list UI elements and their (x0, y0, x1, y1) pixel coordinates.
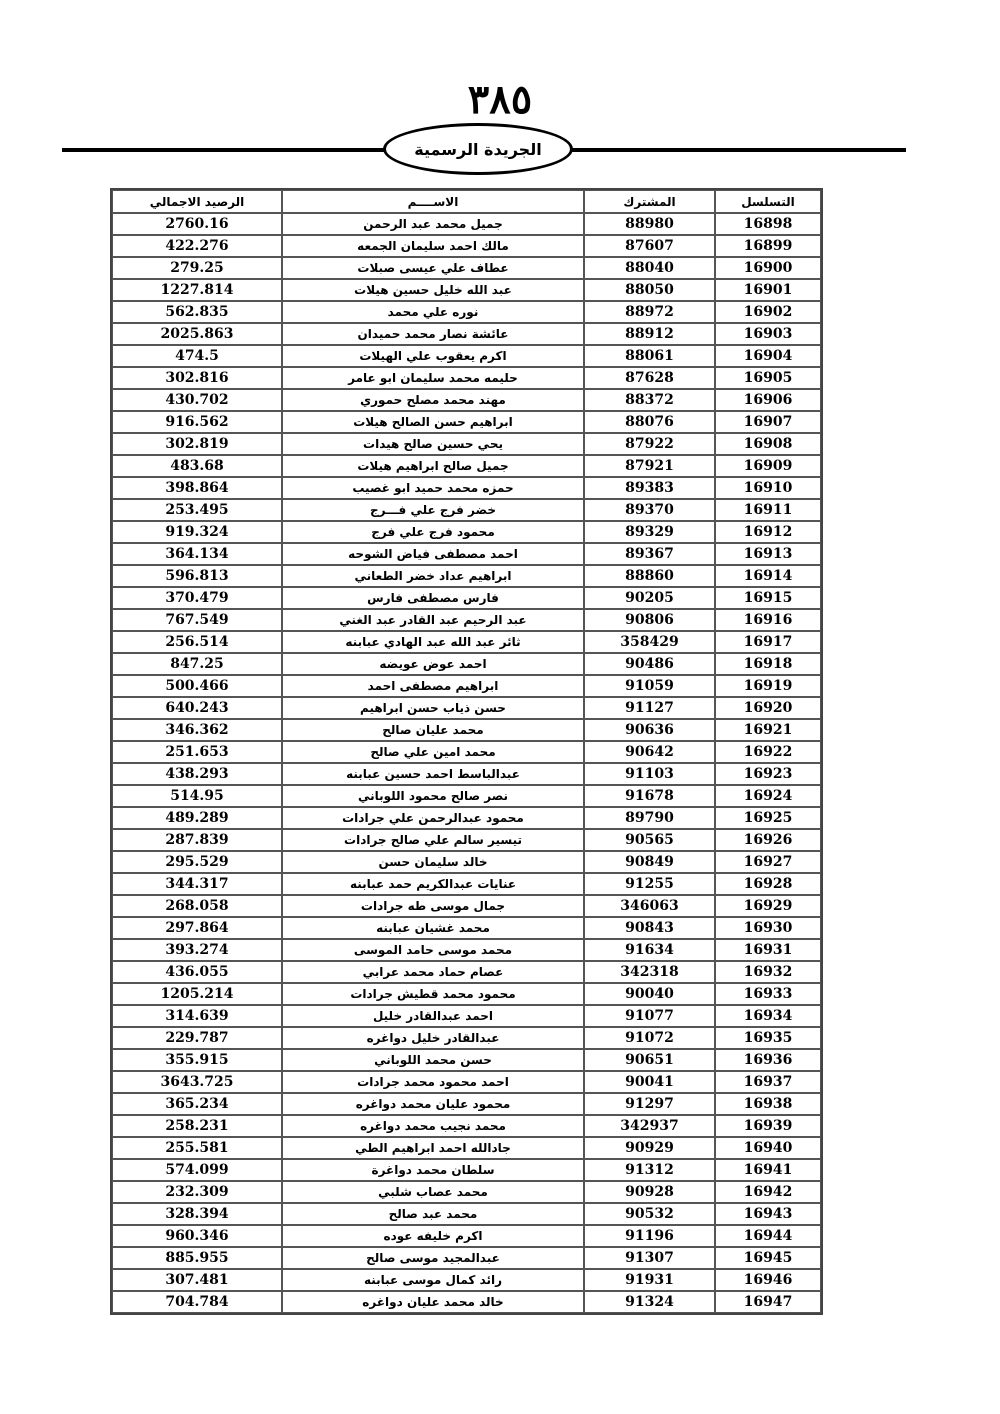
cell-subscriber: 342318 (584, 961, 715, 983)
cell-serial: 16923 (715, 763, 821, 785)
cell-name: جمال موسى طه جرادات (282, 895, 584, 917)
cell-balance: 596.813 (112, 565, 282, 587)
cell-name: تيسير سالم علي صالح جرادات (282, 829, 584, 851)
table-row (112, 411, 821, 433)
table-row (112, 1269, 821, 1291)
cell-balance: 500.466 (112, 675, 282, 697)
cell-subscriber: 89329 (584, 521, 715, 543)
cell-subscriber: 90565 (584, 829, 715, 851)
cell-subscriber: 91077 (584, 1005, 715, 1027)
table-row (112, 873, 821, 895)
cell-serial: 16932 (715, 961, 821, 983)
cell-name: اكرم يعقوب علي الهيلات (282, 345, 584, 367)
cell-subscriber: 91059 (584, 675, 715, 697)
cell-balance: 268.058 (112, 895, 282, 917)
cell-subscriber: 91297 (584, 1093, 715, 1115)
cell-subscriber: 90806 (584, 609, 715, 631)
table-row (112, 763, 821, 785)
cell-serial: 16937 (715, 1071, 821, 1093)
cell-subscriber: 89790 (584, 807, 715, 829)
cell-balance: 489.289 (112, 807, 282, 829)
cell-balance: 302.819 (112, 433, 282, 455)
table-row (112, 609, 821, 631)
cell-subscriber: 358429 (584, 631, 715, 653)
cell-serial: 16899 (715, 235, 821, 257)
cell-balance: 365.234 (112, 1093, 282, 1115)
cell-subscriber: 87921 (584, 455, 715, 477)
header-rule-left (62, 148, 388, 152)
cell-subscriber: 90040 (584, 983, 715, 1005)
cell-serial: 16934 (715, 1005, 821, 1027)
cell-serial: 16940 (715, 1137, 821, 1159)
cell-serial: 16904 (715, 345, 821, 367)
cell-name: احمد عوض عويضه (282, 653, 584, 675)
cell-subscriber: 87607 (584, 235, 715, 257)
cell-name: محمد عليان صالح (282, 719, 584, 741)
cell-balance: 346.362 (112, 719, 282, 741)
cell-serial: 16943 (715, 1203, 821, 1225)
table-row (112, 851, 821, 873)
cell-serial: 16924 (715, 785, 821, 807)
cell-subscriber: 91312 (584, 1159, 715, 1181)
table-row (112, 235, 821, 257)
table-row (112, 279, 821, 301)
cell-name: جادالله احمد ابراهيم الطي (282, 1137, 584, 1159)
cell-name: عبدالباسط احمد حسين عبابنه (282, 763, 584, 785)
cell-balance: 474.5 (112, 345, 282, 367)
table-row (112, 1159, 821, 1181)
table-row (112, 257, 821, 279)
cell-subscriber: 87628 (584, 367, 715, 389)
cell-balance: 232.309 (112, 1181, 282, 1203)
cell-balance: 438.293 (112, 763, 282, 785)
table-row (112, 345, 821, 367)
table-row (112, 1071, 821, 1093)
cell-balance: 255.581 (112, 1137, 282, 1159)
cell-name: نوره علي محمد (282, 301, 584, 323)
cell-name: جميل صالح ابراهيم هيلات (282, 455, 584, 477)
table-row (112, 741, 821, 763)
cell-serial: 16929 (715, 895, 821, 917)
cell-serial: 16945 (715, 1247, 821, 1269)
cell-balance: 1227.814 (112, 279, 282, 301)
cell-balance: 314.639 (112, 1005, 282, 1027)
cell-serial: 16928 (715, 873, 821, 895)
cell-serial: 16918 (715, 653, 821, 675)
cell-name: ثائر عبد الله عبد الهادي عبابنه (282, 631, 584, 653)
table-row (112, 719, 821, 741)
cell-balance: 256.514 (112, 631, 282, 653)
table-row (112, 983, 821, 1005)
cell-subscriber: 342937 (584, 1115, 715, 1137)
table-row (112, 829, 821, 851)
cell-subscriber: 91307 (584, 1247, 715, 1269)
cell-subscriber: 90929 (584, 1137, 715, 1159)
table-row (112, 1247, 821, 1269)
cell-serial: 16939 (715, 1115, 821, 1137)
cell-balance: 279.25 (112, 257, 282, 279)
table-header-row (112, 190, 821, 213)
cell-balance: 2025.863 (112, 323, 282, 345)
cell-serial: 16927 (715, 851, 821, 873)
cell-subscriber: 91127 (584, 697, 715, 719)
cell-balance: 3643.725 (112, 1071, 282, 1093)
table-row (112, 367, 821, 389)
cell-name: حليمه محمد سليمان ابو عامر (282, 367, 584, 389)
table-row (112, 1027, 821, 1049)
cell-serial: 16907 (715, 411, 821, 433)
table-row (112, 675, 821, 697)
cell-subscriber: 90928 (584, 1181, 715, 1203)
cell-name: عبد الرحيم عبد القادر عبد الغني (282, 609, 584, 631)
cell-serial: 16921 (715, 719, 821, 741)
cell-serial: 16914 (715, 565, 821, 587)
cell-subscriber: 89383 (584, 477, 715, 499)
cell-balance: 251.653 (112, 741, 282, 763)
cell-name: محمد عصاب شلبي (282, 1181, 584, 1203)
cell-serial: 16910 (715, 477, 821, 499)
cell-balance: 328.394 (112, 1203, 282, 1225)
cell-balance: 229.787 (112, 1027, 282, 1049)
cell-name: جميل محمد عبد الرحمن (282, 213, 584, 235)
cell-name: ابراهيم عداد خضر الطعاني (282, 565, 584, 587)
cell-name: محمد امين علي صالح (282, 741, 584, 763)
cell-name: احمد مصطفى فياض الشوحه (282, 543, 584, 565)
table-row (112, 939, 821, 961)
cell-name: محمد نجيب محمد دواغره (282, 1115, 584, 1137)
cell-balance: 574.099 (112, 1159, 282, 1181)
cell-serial: 16916 (715, 609, 821, 631)
cell-subscriber: 88972 (584, 301, 715, 323)
cell-balance: 483.68 (112, 455, 282, 477)
gazette-title: الجريدة الرسمية (414, 139, 542, 159)
cell-name: محمد غشيان عبابنه (282, 917, 584, 939)
cell-balance: 767.549 (112, 609, 282, 631)
cell-serial: 16906 (715, 389, 821, 411)
cell-name: محمد موسى حامد الموسى (282, 939, 584, 961)
cell-subscriber: 91634 (584, 939, 715, 961)
cell-serial: 16941 (715, 1159, 821, 1181)
cell-balance: 960.346 (112, 1225, 282, 1247)
cell-subscriber: 89367 (584, 543, 715, 565)
cell-subscriber: 346063 (584, 895, 715, 917)
cell-balance: 287.839 (112, 829, 282, 851)
cell-name: مهند محمد مصلح حموري (282, 389, 584, 411)
cell-serial: 16944 (715, 1225, 821, 1247)
table-row (112, 521, 821, 543)
cell-serial: 16900 (715, 257, 821, 279)
cell-serial: 16901 (715, 279, 821, 301)
table-row (112, 213, 821, 235)
table-row (112, 587, 821, 609)
cell-subscriber: 91072 (584, 1027, 715, 1049)
cell-serial: 16908 (715, 433, 821, 455)
table-row (112, 323, 821, 345)
table-row (112, 1225, 821, 1247)
table-row (112, 895, 821, 917)
cell-serial: 16898 (715, 213, 821, 235)
cell-serial: 16936 (715, 1049, 821, 1071)
cell-subscriber: 90651 (584, 1049, 715, 1071)
cell-name: يحي حسين صالح هيدات (282, 433, 584, 455)
cell-subscriber: 90636 (584, 719, 715, 741)
cell-subscriber: 90849 (584, 851, 715, 873)
table-row (112, 389, 821, 411)
cell-name: محمود عبدالرحمن علي جرادات (282, 807, 584, 829)
cell-balance: 885.955 (112, 1247, 282, 1269)
cell-name: حسن ذياب حسن ابراهيم (282, 697, 584, 719)
cell-serial: 16922 (715, 741, 821, 763)
table-row (112, 543, 821, 565)
table-row (112, 697, 821, 719)
cell-name: محمد عبد صالح (282, 1203, 584, 1225)
cell-subscriber: 90205 (584, 587, 715, 609)
cell-serial: 16905 (715, 367, 821, 389)
column-header-subscriber: المشترك (584, 190, 715, 213)
cell-name: عصام حماد محمد عرابي (282, 961, 584, 983)
cell-balance: 344.317 (112, 873, 282, 895)
cell-balance: 364.134 (112, 543, 282, 565)
table-row (112, 631, 821, 653)
cell-serial: 16917 (715, 631, 821, 653)
cell-name: محمود فرج علي فرج (282, 521, 584, 543)
cell-balance: 562.835 (112, 301, 282, 323)
cell-serial: 16920 (715, 697, 821, 719)
cell-name: عنايات عبدالكريم حمد عبابنه (282, 873, 584, 895)
cell-serial: 16913 (715, 543, 821, 565)
cell-balance: 704.784 (112, 1291, 282, 1313)
cell-balance: 2760.16 (112, 213, 282, 235)
cell-serial: 16946 (715, 1269, 821, 1291)
cell-subscriber: 91103 (584, 763, 715, 785)
cell-name: عبد الله خليل حسين هيلات (282, 279, 584, 301)
cell-name: احمد عبدالقادر خليل (282, 1005, 584, 1027)
table-row (112, 499, 821, 521)
cell-balance: 393.274 (112, 939, 282, 961)
cell-balance: 514.95 (112, 785, 282, 807)
cell-serial: 16919 (715, 675, 821, 697)
table-row (112, 1203, 821, 1225)
cell-name: محمود عليان محمد دواغره (282, 1093, 584, 1115)
cell-serial: 16938 (715, 1093, 821, 1115)
cell-subscriber: 88980 (584, 213, 715, 235)
cell-subscriber: 90486 (584, 653, 715, 675)
cell-subscriber: 90532 (584, 1203, 715, 1225)
cell-balance: 916.562 (112, 411, 282, 433)
page-number: ٣٨٥ (467, 76, 533, 123)
cell-serial: 16903 (715, 323, 821, 345)
header-rule-right (572, 148, 906, 152)
cell-serial: 16909 (715, 455, 821, 477)
cell-name: عطاف علي عيسى صبلات (282, 257, 584, 279)
table-row (112, 961, 821, 983)
cell-name: اكرم خليفه عوده (282, 1225, 584, 1247)
cell-balance: 436.055 (112, 961, 282, 983)
cell-balance: 847.25 (112, 653, 282, 675)
column-header-balance: الرصيد الاجمالي (112, 190, 282, 213)
cell-name: نصر صالح محمود اللوباني (282, 785, 584, 807)
table-row (112, 1093, 821, 1115)
cell-name: ابراهيم مصطفى احمد (282, 675, 584, 697)
cell-serial: 16931 (715, 939, 821, 961)
cell-serial: 16915 (715, 587, 821, 609)
cell-balance: 398.864 (112, 477, 282, 499)
table-row (112, 1115, 821, 1137)
cell-name: محمود محمد قطيش جرادات (282, 983, 584, 1005)
cell-name: خالد سليمان حسن (282, 851, 584, 873)
cell-balance: 253.495 (112, 499, 282, 521)
cell-balance: 422.276 (112, 235, 282, 257)
cell-subscriber: 87922 (584, 433, 715, 455)
cell-subscriber: 91678 (584, 785, 715, 807)
cell-balance: 430.702 (112, 389, 282, 411)
cell-subscriber: 90642 (584, 741, 715, 763)
cell-subscriber: 88860 (584, 565, 715, 587)
cell-name: خضر فرج علي فـــرج (282, 499, 584, 521)
cell-balance: 355.915 (112, 1049, 282, 1071)
table-row (112, 455, 821, 477)
cell-serial: 16926 (715, 829, 821, 851)
cell-name: ابراهيم حسن الصالح هيلات (282, 411, 584, 433)
table-body (112, 213, 821, 1313)
table-row (112, 917, 821, 939)
cell-serial: 16930 (715, 917, 821, 939)
cell-serial: 16947 (715, 1291, 821, 1313)
cell-name: حسن محمد اللوباني (282, 1049, 584, 1071)
table-row (112, 1291, 821, 1313)
cell-name: عبدالمجيد موسى صالح (282, 1247, 584, 1269)
cell-balance: 297.864 (112, 917, 282, 939)
table-row (112, 433, 821, 455)
table-row (112, 807, 821, 829)
cell-name: رائد كمال موسى عبابنه (282, 1269, 584, 1291)
cell-subscriber: 91196 (584, 1225, 715, 1247)
cell-serial: 16942 (715, 1181, 821, 1203)
cell-subscriber: 91255 (584, 873, 715, 895)
table-row (112, 1181, 821, 1203)
cell-balance: 370.479 (112, 587, 282, 609)
table-row (112, 565, 821, 587)
cell-balance: 919.324 (112, 521, 282, 543)
cell-balance: 640.243 (112, 697, 282, 719)
cell-balance: 307.481 (112, 1269, 282, 1291)
cell-subscriber: 91931 (584, 1269, 715, 1291)
cell-balance: 302.816 (112, 367, 282, 389)
cell-serial: 16902 (715, 301, 821, 323)
cell-serial: 16935 (715, 1027, 821, 1049)
cell-balance: 295.529 (112, 851, 282, 873)
table-row (112, 301, 821, 323)
table-row (112, 653, 821, 675)
cell-subscriber: 91324 (584, 1291, 715, 1313)
cell-subscriber: 90843 (584, 917, 715, 939)
cell-balance: 258.231 (112, 1115, 282, 1137)
table-row (112, 1137, 821, 1159)
cell-subscriber: 89370 (584, 499, 715, 521)
cell-name: عائشة نصار محمد حميدان (282, 323, 584, 345)
cell-serial: 16925 (715, 807, 821, 829)
cell-name: فارس مصطفى فارس (282, 587, 584, 609)
cell-subscriber: 88061 (584, 345, 715, 367)
cell-name: حمزه محمد حميد ابو غصيب (282, 477, 584, 499)
table-row (112, 1005, 821, 1027)
cell-serial: 16911 (715, 499, 821, 521)
cell-subscriber: 88372 (584, 389, 715, 411)
cell-subscriber: 88050 (584, 279, 715, 301)
column-header-serial: التسلسل (715, 190, 821, 213)
cell-name: سلطان محمد دواغرة (282, 1159, 584, 1181)
cell-balance: 1205.214 (112, 983, 282, 1005)
table-row (112, 1049, 821, 1071)
cell-subscriber: 88040 (584, 257, 715, 279)
cell-serial: 16933 (715, 983, 821, 1005)
cell-subscriber: 88912 (584, 323, 715, 345)
cell-serial: 16912 (715, 521, 821, 543)
cell-name: خالد محمد عليان دواغره (282, 1291, 584, 1313)
cell-subscriber: 90041 (584, 1071, 715, 1093)
cell-subscriber: 88076 (584, 411, 715, 433)
gazette-title-oval (383, 123, 573, 175)
subscriber-balance-table (110, 188, 823, 1315)
table-row (112, 785, 821, 807)
cell-name: احمد محمود محمد جرادات (282, 1071, 584, 1093)
column-header-name: الاســــم (282, 190, 584, 213)
table-row (112, 477, 821, 499)
cell-name: مالك احمد سليمان الجمعه (282, 235, 584, 257)
cell-name: عبدالقادر خليل دواغره (282, 1027, 584, 1049)
